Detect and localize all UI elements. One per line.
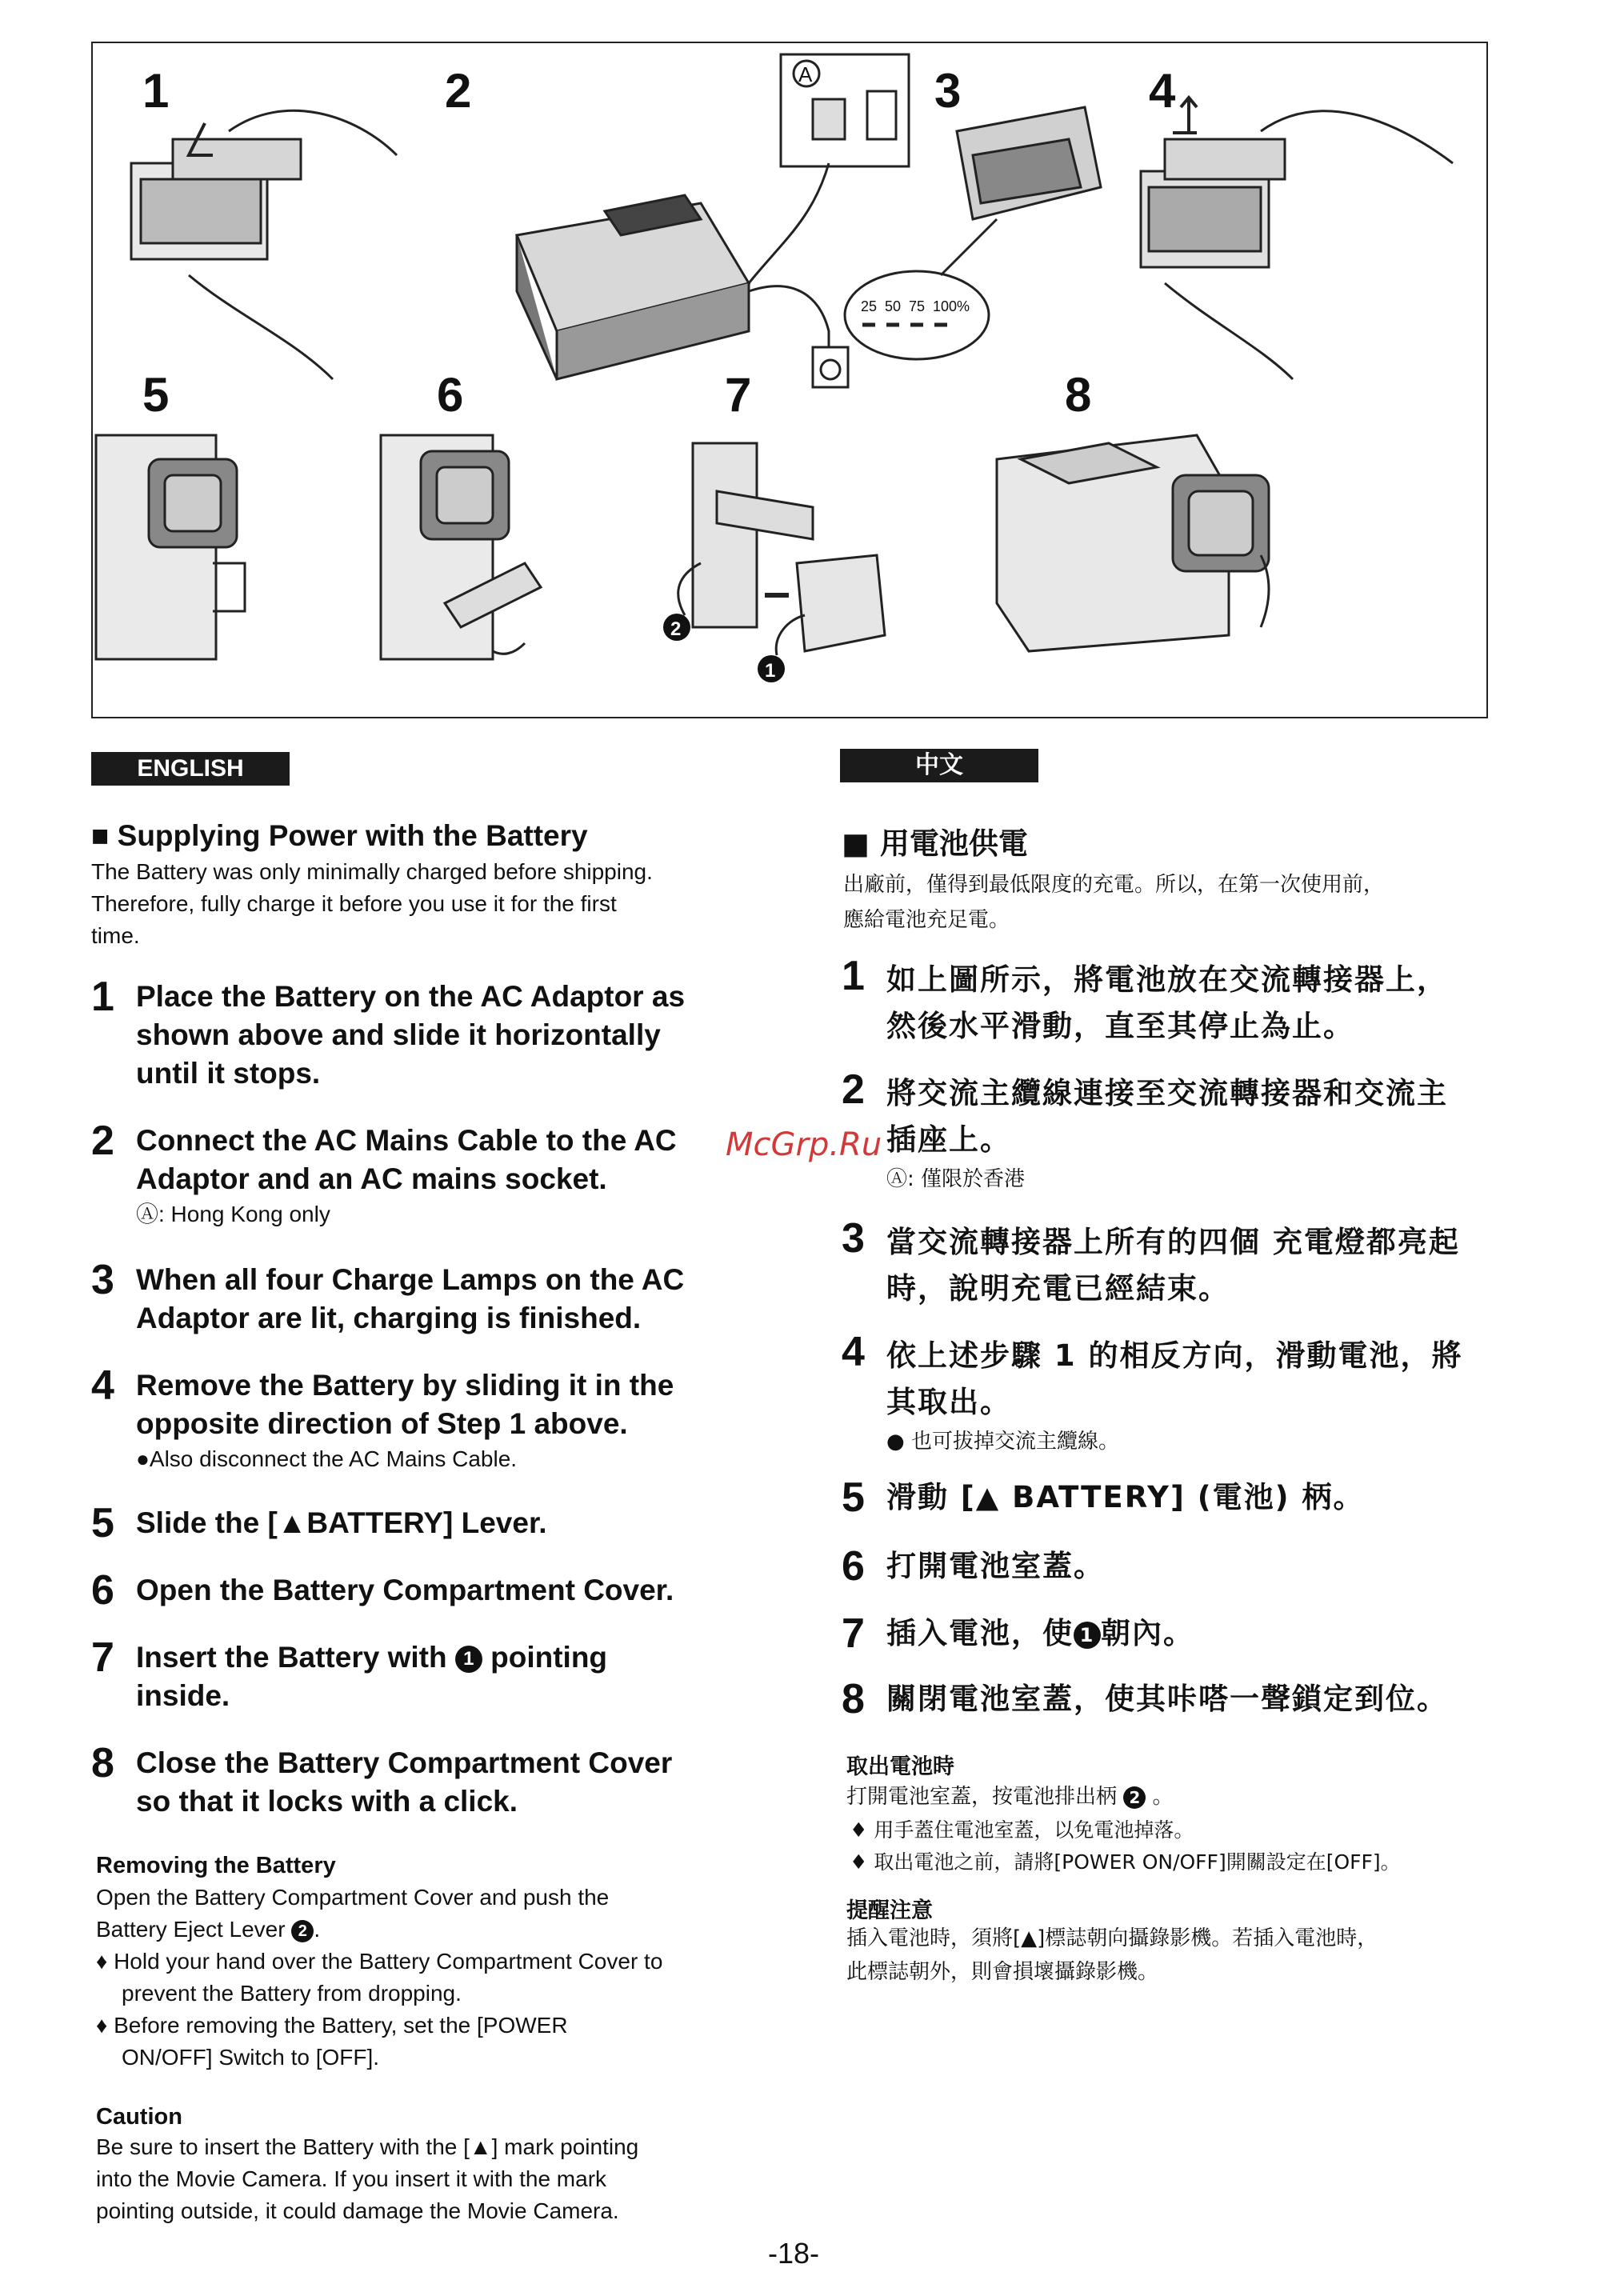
step-number: 7 (91, 1634, 114, 1681)
english-step-2 (91, 1118, 677, 1230)
removing-text-end: . (314, 1917, 321, 1942)
english-step-7 (91, 1634, 608, 1715)
caution-line: pointing outside, it could damage the Movie Camera. (96, 2198, 619, 2223)
watermark: McGrp.Ru (726, 1126, 882, 1163)
english-removing-bullet-1 (96, 1946, 662, 2010)
chinese-step-3 (842, 1215, 1460, 1312)
chinese-step-8 (842, 1676, 1448, 1722)
chinese-caution-text (846, 1922, 1378, 1989)
step-text-line: When all four Charge Lamps on the AC (136, 1263, 685, 1296)
caution-line: 此標誌朝外，則會損壞攝錄影機。 (846, 1960, 1159, 1984)
step-number: 4 (91, 1362, 114, 1409)
step-text-line: inside. (136, 1679, 230, 1712)
chinese-section-title-text: 用電池供電 (879, 826, 1028, 861)
fig-step-1: 1 (142, 64, 170, 118)
step-text-line: until it stops. (136, 1057, 321, 1090)
english-intro-line: The Battery was only minimally charged before shipping. (91, 859, 653, 884)
step-text-line: Close the Battery Compartment Cover (136, 1746, 673, 1779)
step-text-line: 如上圖所示，將電池放在交流轉接器上， (886, 962, 1448, 997)
step-number: 6 (91, 1567, 114, 1614)
caution-line: into the Movie Camera. If you insert it with the mark (96, 2166, 607, 2191)
step-text-line: Insert the Battery with (136, 1641, 447, 1674)
step-number: 3 (842, 1215, 865, 1262)
charge-level-75: 75 (909, 298, 926, 314)
circled-number-2: 2 (291, 1920, 314, 1942)
chinese-section-title: ■ 用電池供電 (842, 826, 1028, 861)
english-step-5 (91, 1500, 547, 1546)
english-step-1 (91, 974, 686, 1093)
english-intro-line: Therefore, fully charge it before you use it for the first (91, 891, 617, 916)
step-number: 1 (91, 974, 114, 1020)
step-note: ●Also disconnect the AC Mains Cable. (136, 1446, 518, 1471)
step-text-line: Slide the [▲BATTERY] Lever. (136, 1506, 547, 1539)
marker-2: 2 (670, 618, 682, 640)
english-caution-text (96, 2131, 638, 2227)
step-text-line: Place the Battery on the AC Adaptor as (136, 980, 686, 1013)
caution-line: Be sure to insert the Battery with the [▲] mark pointing (96, 2134, 639, 2159)
charge-level-50: 50 (885, 298, 902, 314)
chinese-caution-title: 提醒注意 (846, 1898, 933, 1923)
step-number: 5 (842, 1474, 865, 1521)
step-text-line: Adaptor are lit, charging is finished. (136, 1302, 642, 1334)
callout-a-label: A (798, 62, 813, 86)
removing-text-end: 。 (1152, 1785, 1174, 1809)
step8-drawing (997, 435, 1269, 651)
fig-step-7: 7 (725, 368, 752, 422)
fig-step-4: 4 (1149, 64, 1176, 118)
chinese-step-2 (842, 1066, 1448, 1195)
fig-step-6: 6 (437, 368, 464, 422)
charge-level-100: 100% (933, 298, 970, 314)
step-number: 8 (91, 1740, 114, 1786)
step-number: 2 (91, 1118, 114, 1164)
english-caution-title: Caution (96, 2104, 182, 2130)
step-number: 6 (842, 1543, 865, 1590)
english-intro (91, 856, 653, 952)
caution-line: 插入電池時，須將[▲]標誌朝向攝錄影機。若插入電池時， (846, 1926, 1378, 1950)
fig-step-5: 5 (142, 368, 170, 422)
step1-drawing (131, 110, 397, 379)
step-text-line: 將交流主纜線連接至交流轉接器和交流主 (886, 1076, 1448, 1110)
english-tab: ENGLISH (91, 752, 290, 786)
english-step-8 (91, 1740, 673, 1821)
removing-text-line: 打開電池室蓋，按電池排出柄 (846, 1785, 1118, 1809)
marker-1: 1 (765, 660, 776, 682)
page-number: -18- (768, 2237, 820, 2270)
bullet-line: ♦ Hold your hand over the Battery Compartment Cover to (96, 1949, 663, 1974)
step-number: 7 (842, 1610, 865, 1657)
step-text-line: 朝內。 (1101, 1616, 1194, 1650)
step-text-line: shown above and slide it horizontally (136, 1018, 661, 1051)
step-text-line: 滑動 [▲ BATTERY] (電池) 柄。 (886, 1480, 1365, 1514)
step-text-line: 依上述步驟 1 的相反方向，滑動電池，將 (886, 1338, 1463, 1373)
step-note: Ⓐ: Hong Kong only (136, 1202, 330, 1226)
english-section-title-text: Supplying Power with the Battery (117, 819, 588, 852)
removing-text-line: Battery Eject Lever (96, 1917, 286, 1942)
step-number: 4 (842, 1329, 865, 1375)
english-section-title: ■ Supplying Power with the Battery (91, 819, 588, 852)
chinese-step-4 (842, 1329, 1463, 1458)
english-step-4 (91, 1362, 674, 1475)
chinese-step-7 (842, 1610, 1194, 1657)
english-step-3 (91, 1257, 685, 1338)
chinese-intro-line: 應給電池充足電。 (843, 908, 1010, 932)
fig-step-8: 8 (1065, 368, 1092, 422)
chinese-removing-bullet-2: ♦ 取出電池之前，請將[POWER ON/OFF]開關設定在[OFF]。 (850, 1850, 1401, 1874)
step-text-line: 插座上。 (886, 1122, 1011, 1157)
circled-number-1: 1 (455, 1646, 482, 1673)
chinese-removing-text (846, 1781, 1174, 1813)
step-note: Ⓐ: 僅限於香港 (886, 1167, 1026, 1191)
chinese-step-5 (842, 1474, 1365, 1521)
step-text-line: 打開電池室蓋。 (886, 1549, 1105, 1583)
step-text-line: 當交流轉接器上所有的四個 充電燈都亮起 (886, 1225, 1460, 1259)
bullet-line: prevent the Battery from dropping. (122, 1981, 462, 2006)
chinese-intro-line: 出廠前，僅得到最低限度的充電。所以，在第一次使用前， (843, 873, 1385, 897)
step-text-line: opposite direction of Step 1 above. (136, 1407, 628, 1440)
chinese-step-6 (842, 1543, 1105, 1590)
step-number: 1 (842, 953, 865, 999)
english-removing-title: Removing the Battery (96, 1853, 336, 1878)
step-number: 2 (842, 1066, 865, 1113)
circled-number-1: 1 (1074, 1622, 1101, 1649)
step-text-line: 關閉電池室蓋，使其咔嗒一聲鎖定到位。 (886, 1682, 1448, 1716)
step-text-line: Connect the AC Mains Cable to the AC (136, 1124, 677, 1157)
step-text-line: 然後水平滑動，直至其停止為止。 (886, 1009, 1354, 1043)
step-text-line: Remove the Battery by sliding it in the (136, 1369, 674, 1402)
english-removing-bullet-2 (96, 2010, 568, 2074)
charge-level-25: 25 (861, 298, 878, 314)
removing-text-line: Open the Battery Compartment Cover and push the (96, 1885, 610, 1910)
step4-drawing (1141, 98, 1453, 379)
chinese-intro (843, 867, 1384, 938)
fig-step-3: 3 (934, 64, 962, 118)
bullet-line: ♦ Before removing the Battery, set the [POWER (96, 2013, 568, 2038)
step-note: ● 也可拔掉交流主纜線。 (886, 1430, 1119, 1454)
battery-charging-illustration (93, 43, 1490, 720)
english-removing-text (96, 1882, 609, 1946)
step-number: 3 (91, 1257, 114, 1303)
step-text-line: 插入電池，使 (886, 1616, 1074, 1650)
chinese-removing-title: 取出電池時 (846, 1754, 954, 1779)
step6-drawing (381, 435, 541, 659)
english-step-6 (91, 1567, 674, 1614)
english-intro-line: time. (91, 923, 140, 948)
step-text-line: 其取出。 (886, 1385, 1011, 1419)
step-text-inline: pointing (490, 1641, 608, 1674)
step-number: 8 (842, 1676, 865, 1722)
step-text-line: 時，說明充電已經結束。 (886, 1271, 1230, 1306)
chinese-step-1 (842, 953, 1448, 1050)
chinese-removing-bullet-1: ♦ 用手蓋住電池室蓋，以免電池掉落。 (850, 1818, 1194, 1842)
step-text-line: so that it locks with a click. (136, 1785, 518, 1818)
bullet-line: ON/OFF] Switch to [OFF]. (122, 2045, 380, 2070)
chinese-tab: 中文 (840, 749, 1038, 782)
step2-drawing (517, 54, 909, 387)
circled-number-2: 2 (1123, 1786, 1146, 1809)
step-number: 5 (91, 1500, 114, 1546)
fig-step-2: 2 (445, 64, 472, 118)
step5-drawing (96, 435, 245, 659)
step-text-line: Open the Battery Compartment Cover. (136, 1574, 674, 1606)
illustration-panel (91, 42, 1488, 718)
step-text-line: Adaptor and an AC mains socket. (136, 1162, 607, 1195)
step7-drawing (663, 443, 885, 682)
